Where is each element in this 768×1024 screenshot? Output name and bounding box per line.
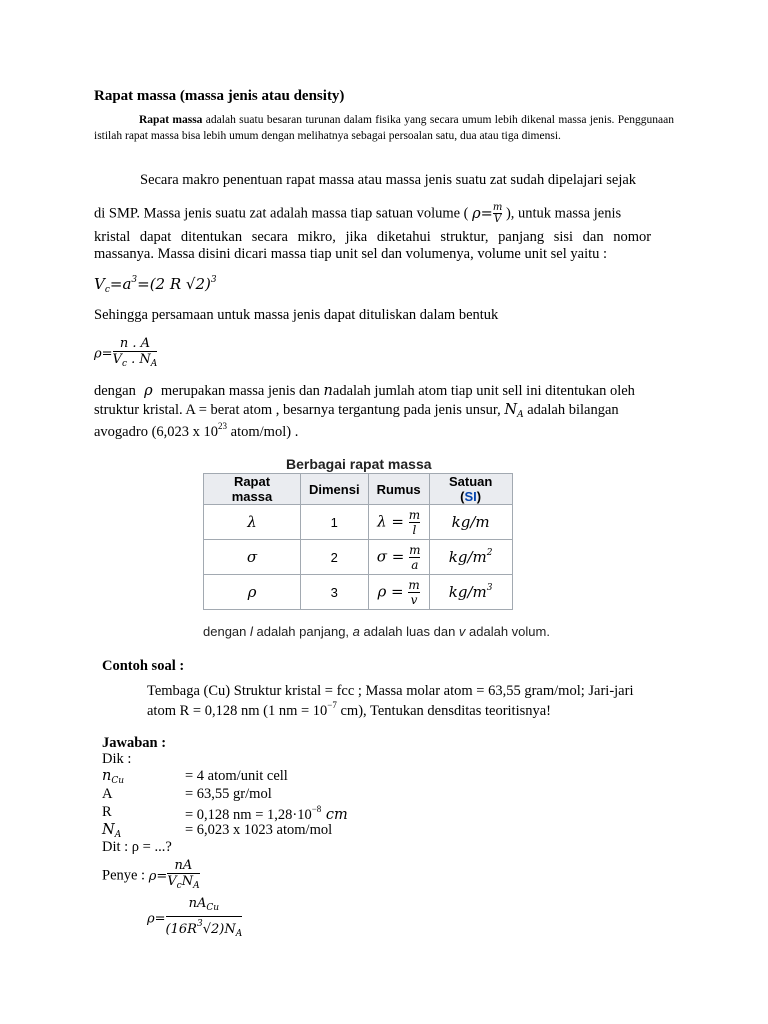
intro-paragraph bbox=[94, 113, 674, 144]
header-rumus: Rumus bbox=[368, 474, 429, 505]
table-row bbox=[204, 540, 513, 575]
intro-bold-term: Rapat massa bbox=[139, 114, 203, 126]
given-label: n bbox=[102, 768, 112, 784]
row-unit bbox=[429, 505, 512, 540]
note-part: dengan bbox=[203, 624, 250, 639]
p2-line2b: ), untuk massa jenis bbox=[505, 205, 622, 222]
row-formula: σ = $\frac{m}{a}$ bbox=[368, 540, 429, 575]
page-title: Rapat massa (massa jenis atau density) bbox=[94, 88, 345, 104]
jawaban-title: Jawaban : bbox=[102, 735, 167, 751]
row-symbol: σ bbox=[204, 540, 301, 575]
p2-line2a: di SMP. Massa jenis suatu zat adalah massa tiap satuan volume ( bbox=[94, 205, 469, 222]
row-symbol: λ bbox=[204, 505, 301, 540]
dik-label: Dik : bbox=[102, 751, 132, 767]
unit-text: kg/m bbox=[448, 548, 487, 566]
row-dimension: 3 bbox=[301, 575, 369, 610]
sehingga-line: Sehingga persamaan untuk massa jenis dapat dituliskan dalam bentuk bbox=[94, 307, 499, 323]
given-a-value: = 63,55 gr/mol bbox=[185, 786, 272, 802]
avogadro-exponent: 23 bbox=[218, 421, 228, 431]
intro-text: adalah suatu besaran turunan dalam fisika yang secara umum lebih dikenal massa jenis. Penggunaan istilah rapat massa bisa lebih umum dengan melihatnya sebagai persoalan satu, dua atau tiga dimensi. bbox=[94, 114, 674, 142]
note-part: adalah panjang, bbox=[252, 624, 353, 639]
formula-num: m bbox=[408, 507, 421, 522]
contoh-line1: Tembaga (Cu) Struktur kristal = fcc ; Massa molar atom = 63,55 gram/mol; Jari-jari bbox=[147, 683, 634, 699]
given-r-label: R bbox=[102, 804, 112, 820]
given-na-value: = 6,023 x 1023 atom/mol bbox=[185, 822, 333, 838]
given-n-label bbox=[102, 768, 124, 786]
unit-text: kg/m bbox=[451, 513, 490, 531]
dengan-line1 bbox=[94, 383, 635, 400]
table-caption: Berbagai rapat massa bbox=[286, 456, 432, 472]
note-var: v bbox=[458, 624, 466, 639]
row-dimension: 2 bbox=[301, 540, 369, 575]
penye-label: Penye : bbox=[102, 867, 146, 884]
given-label-sub: A bbox=[114, 830, 122, 840]
n-symbol: n bbox=[323, 383, 333, 399]
note-var: l bbox=[250, 624, 253, 639]
r-value-text: = 0,128 nm = 1,28·10 bbox=[185, 807, 312, 823]
given-label: N bbox=[102, 822, 115, 838]
density-definition: ρ= $\frac{m}{V}$ bbox=[472, 202, 503, 225]
contoh-line2 bbox=[147, 700, 551, 720]
dengan-text-c: adalah jumlah atom tiap unit sell ini ditentukan oleh bbox=[332, 383, 635, 399]
header-dimensi: Dimensi bbox=[301, 474, 369, 505]
dit-line: Dit : ρ = ...? bbox=[102, 839, 172, 855]
penye-line bbox=[102, 858, 200, 894]
formula-num: m bbox=[408, 577, 420, 592]
contoh-soal-title: Contoh soal : bbox=[102, 658, 185, 674]
p2-line4: massanya. Massa disini dicari massa tiap unit sel dan volumenya, volume unit sel yaitu : bbox=[94, 246, 608, 262]
contoh-line2-text: atom R = 0,128 nm (1 nm = 10 bbox=[147, 703, 328, 719]
given-r-value bbox=[185, 804, 348, 824]
row-unit bbox=[429, 575, 512, 610]
contoh-line2-end: cm), Tentukan densditas teoritisnya! bbox=[336, 703, 552, 719]
formula-lhs: ρ bbox=[377, 582, 387, 600]
density-formula: ρ= $\frac{n . A}{V_c . N_A}$ bbox=[94, 336, 157, 372]
given-a-label: A bbox=[102, 786, 113, 802]
p2-line3: kristal dapat ditentukan secara mikro, jika diketahui struktur, panjang sisi dan nomor bbox=[94, 229, 652, 245]
formula-den: a bbox=[409, 557, 420, 572]
row-formula: ρ = $\frac{m}{v}$ bbox=[368, 575, 429, 610]
si-link[interactable]: SI bbox=[464, 489, 477, 504]
na-symbol: $N_A$ bbox=[504, 402, 524, 420]
p2-line1: Secara makro penentuan rapat massa atau massa jenis suatu zat sudah dipelajari sejak bbox=[140, 172, 637, 188]
header-satuan: Satuan (SI) bbox=[429, 474, 512, 505]
avogadro-unit: atom/mol) . bbox=[227, 424, 299, 440]
dengan-text-b: merupakan massa jenis dan bbox=[160, 383, 320, 399]
solution-formula-1: ρ= $\frac{nA}{V_cN_A}$ bbox=[149, 869, 200, 884]
density-table bbox=[203, 473, 513, 610]
table-row bbox=[204, 575, 513, 610]
given-na-label bbox=[102, 822, 121, 840]
r-exponent: −8 bbox=[311, 804, 322, 814]
r-unit: cm bbox=[321, 807, 348, 823]
note-part: adalah luas dan bbox=[359, 624, 459, 639]
avogadro-text: avogadro (6,023 x 10 bbox=[94, 424, 219, 440]
row-symbol: ρ bbox=[204, 575, 301, 610]
row-unit bbox=[429, 540, 512, 575]
formula-num: m bbox=[409, 542, 421, 557]
note-var: a bbox=[352, 624, 360, 639]
table-note bbox=[203, 624, 550, 639]
given-n-value: = 4 atom/unit cell bbox=[185, 768, 288, 784]
unit-exponent: 2 bbox=[486, 548, 493, 558]
p2-line2 bbox=[94, 202, 621, 225]
table-row bbox=[204, 505, 513, 540]
given-label-sub: Cu bbox=[111, 776, 125, 786]
unit-cell-volume-formula: $V_c=a^3=(2$ R √2)$^3$ bbox=[94, 275, 217, 295]
dengan-word: dengan bbox=[94, 383, 136, 399]
unit-text: kg/m bbox=[448, 583, 487, 601]
dengan-line2-text: struktur kristal. A = berat atom , besarnya tergantung pada jenis unsur, bbox=[94, 402, 501, 418]
formula-lhs: λ bbox=[377, 512, 387, 530]
solution-formula-2: ρ= $\frac{nA_{Cu}}{(16R^3√2)N_A}$ bbox=[147, 896, 242, 942]
row-formula: λ = $\frac{m}{l}$ bbox=[368, 505, 429, 540]
dengan-line3 bbox=[94, 421, 298, 441]
table-header-row bbox=[204, 474, 513, 505]
rho-symbol: ρ bbox=[139, 383, 158, 399]
header-rapat-massa: Rapat massa bbox=[204, 474, 301, 505]
dengan-line2-end: adalah bilangan bbox=[527, 402, 619, 418]
satuan-label: Satuan ( bbox=[448, 474, 493, 504]
formula-den: v bbox=[408, 592, 419, 607]
contoh-exponent: −7 bbox=[327, 700, 337, 710]
dengan-line2 bbox=[94, 402, 619, 420]
note-part: adalah volum. bbox=[465, 624, 550, 639]
row-dimension: 1 bbox=[301, 505, 369, 540]
unit-exponent: 3 bbox=[486, 583, 493, 593]
formula-den: l bbox=[409, 522, 420, 537]
formula-lhs: σ bbox=[376, 547, 387, 565]
